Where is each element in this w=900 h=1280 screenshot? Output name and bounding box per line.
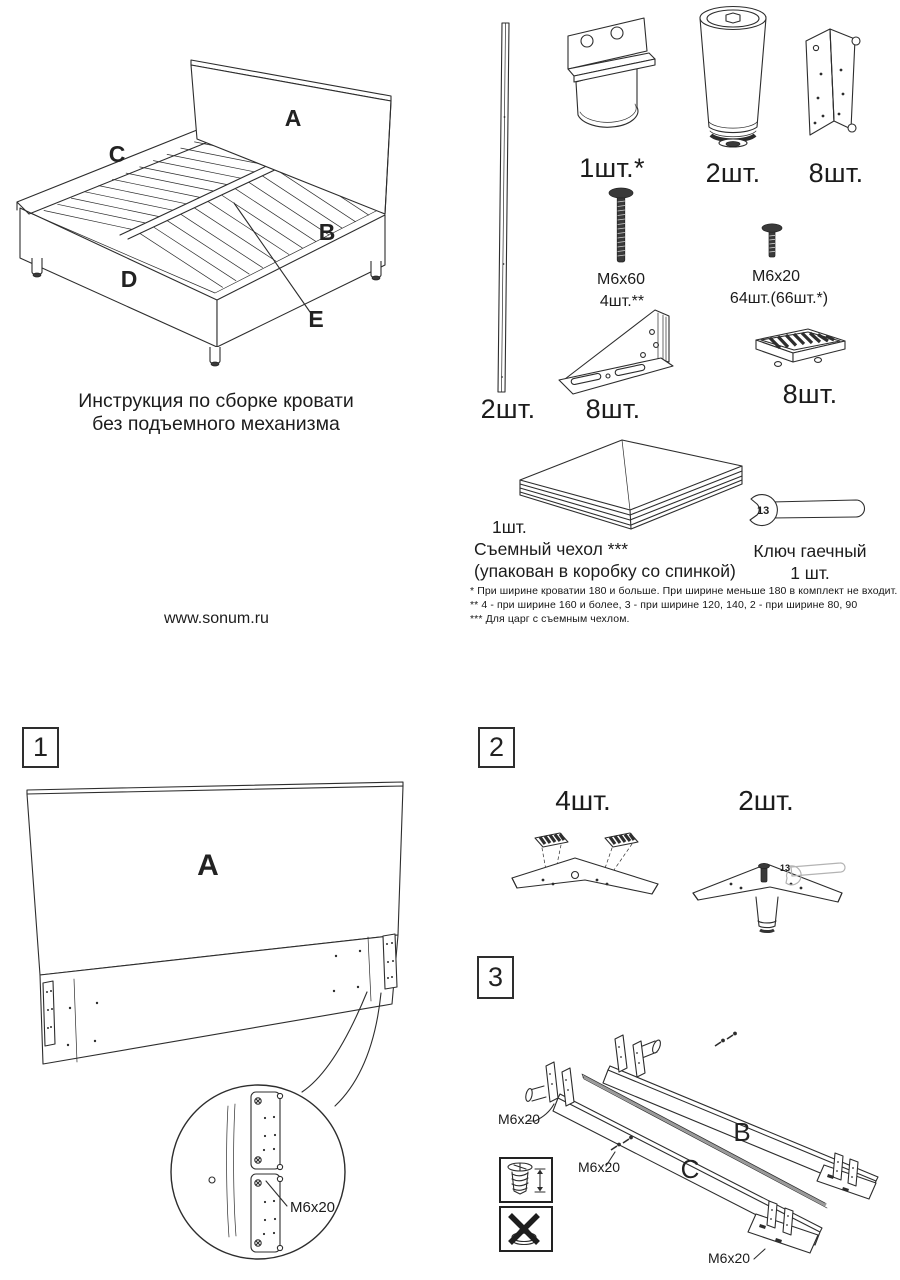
corner-bracket-with-leg — [693, 863, 845, 932]
step-3-screw-label-3: M6x20 — [708, 1250, 751, 1266]
corner-bracket-drawing — [555, 300, 710, 398]
screw-depth-icon — [504, 1161, 548, 1199]
screw-depth-warning — [499, 1157, 553, 1203]
step-3-badge — [477, 956, 514, 999]
bolt-m6x20-drawing — [757, 221, 787, 263]
bed-part-label-a: A — [284, 105, 302, 131]
do-not-tighten-warning — [499, 1206, 553, 1252]
headboard-hanger-qty: 1шт.* — [579, 153, 645, 183]
pad-part-drawing — [748, 324, 852, 376]
step-3-rail-c-label: C — [680, 1154, 700, 1184]
step-2-drawing — [495, 818, 875, 953]
pad-qty: 8шт. — [782, 379, 838, 409]
step-1-screw-label: M6x20 — [290, 1199, 336, 1216]
website-url: www.sonum.ru — [164, 610, 269, 627]
side-bar-part-drawing — [494, 21, 516, 395]
title-line-2: без подъемного механизма — [92, 413, 340, 435]
step-2-wrench-size: 13 — [780, 863, 791, 873]
wrench-size-label: 13 — [757, 505, 770, 517]
wrench-qty: 1 шт. — [790, 563, 830, 583]
footnote-1: * При ширине кроватии 180 и больше. При ширине меньше 180 в комплект не входит. — [470, 585, 898, 597]
bed-part-label-e: E — [308, 306, 324, 332]
rail-b-leg-bracket — [615, 1035, 662, 1077]
step-1-panel-label: A — [197, 849, 219, 882]
step-2-number: 2 — [488, 732, 505, 762]
headboard-hanger-drawing — [560, 12, 655, 146]
sheet-title — [40, 390, 392, 436]
footnote-2: ** 4 - при ширине 160 и более, 3 - при ширине 120, 140, 2 - при ширине 80, 90 — [470, 599, 858, 611]
wrench-name: Ключ гаечный — [753, 541, 867, 561]
corner-bracket-with-pads — [512, 833, 658, 894]
step-3-number: 3 — [487, 962, 504, 992]
corner-bracket-qty: 8шт. — [585, 394, 641, 424]
bolt-m6x60-drawing — [604, 184, 638, 268]
bolt-m6x60-qty: 4шт.** — [599, 293, 645, 310]
step-2-pads-qty: 4шт. — [555, 785, 611, 816]
step-2-badge — [478, 727, 515, 768]
side-bar-qty: 2шт. — [480, 394, 536, 424]
bed-part-label-b: B — [318, 219, 336, 245]
step-3-rail-b-label: B — [733, 1117, 751, 1147]
step-1-drawing — [15, 740, 435, 1275]
crossed-screw-icon — [504, 1210, 548, 1248]
footnote-3: *** Для царг с съемным чехлом. — [470, 613, 630, 625]
angle-bracket-qty: 8шт. — [808, 158, 864, 188]
cover-note: (упакован в коробку со спинкой) — [474, 561, 736, 581]
bed-part-label-c: C — [108, 141, 126, 167]
step-2-legs-qty: 2шт. — [738, 785, 794, 816]
step-3-screw-label-2: M6x20 — [578, 1159, 621, 1175]
rail-c-leg-bracket — [525, 1062, 574, 1106]
bolt-m6x60-name: M6x60 — [596, 271, 646, 288]
bolt-m6x20-name: M6x20 — [751, 268, 801, 285]
step-3-screw-label-1: M6x20 — [498, 1111, 541, 1127]
cover-name: Съемный чехол *** — [474, 539, 629, 559]
angle-bracket-drawing — [799, 24, 865, 146]
leg-part-drawing — [696, 4, 768, 154]
cover-qty: 1шт. — [492, 517, 527, 537]
cover-drawing — [514, 434, 746, 536]
bed-overview-drawing — [5, 30, 405, 380]
screw-glyphs-b — [715, 1032, 737, 1046]
step-1-number: 1 — [32, 732, 49, 762]
bolt-m6x20-qty: 64шт.(66шт.*) — [729, 290, 829, 307]
leg-qty: 2шт. — [705, 158, 761, 188]
bed-part-label-d: D — [120, 266, 138, 292]
title-line-1: Инструкция по сборке кровати — [78, 390, 354, 412]
